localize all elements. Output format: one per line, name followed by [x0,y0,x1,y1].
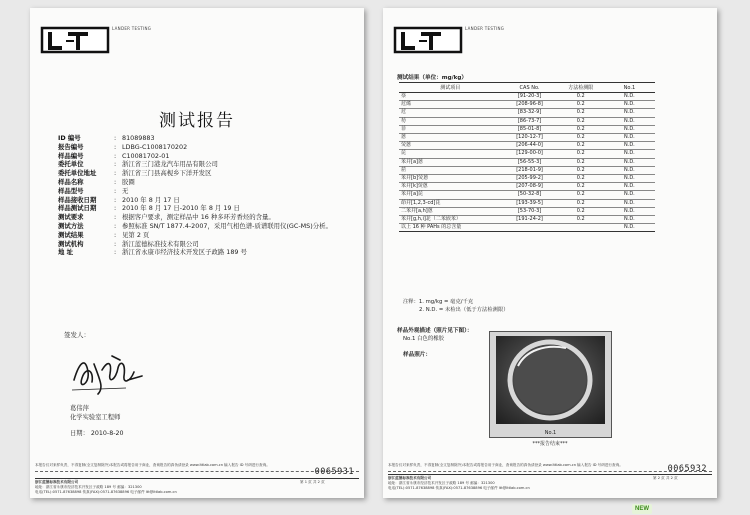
lt-logo-icon [393,26,463,54]
table-cell-result: N.D. [604,191,655,199]
table-cell-item: 苯并[b]荧蒽 [399,175,501,183]
info-value: 见第 2 页 [122,230,150,239]
info-row: 样品编号 : C10081702-01 [58,151,170,160]
info-label: 样品编号 [58,151,84,160]
table-row [399,191,655,199]
table-row [399,150,655,158]
info-row: 测试机构 : 浙江蓝德标准技术有限公司 [58,239,199,248]
info-value: C10081702-01 [122,151,170,160]
table-cell-cas: [205-99-2] [501,175,557,183]
table-cell-result: N.D. [604,175,655,183]
table-cell-item: 䓛 [399,166,501,174]
table-cell-item: 苯并[g,h,i]苝（二苯嵌苯） [399,216,501,224]
footer-divider [35,478,359,479]
table-cell-mdl: 0.2 [558,207,604,215]
info-row: 委托单位地址 : 浙江省三门县高枧乡下洋开发区 [58,169,212,178]
new-badge [632,504,652,514]
table-cell-mdl: 0.2 [558,117,604,125]
table-cell-result: N.D. [604,125,655,133]
info-label: 委托单位地址 [58,169,97,178]
footer-disclaimer: 本报告仅对来样负责，不得复制(全文复制除外)本报告或将报告用于商业，查询报告的真伪请登录 www.lttlab.com.cn 输入报告 ID 号码进行查询。 [35,463,270,467]
table-cell-cas: [91-20-3] [501,93,557,101]
info-value: 浙江省三门县高枧乡下洋开发区 [122,169,212,178]
brand-subtitle: LANDER TESTING [112,26,152,31]
table-cell-item: 苯并[k]荧蒽 [399,183,501,191]
info-value: 浙江省永康市经济技术开发区子政路 189 号 [122,248,247,257]
table-header-row [399,83,655,93]
report-title: 测试报告 [159,111,235,131]
table-cell-result: N.D. [604,183,655,191]
info-row: 测试结果 : 见第 2 页 [58,230,150,239]
table-row [399,175,655,183]
table-cell-result: N.D. [604,93,655,101]
table-cell-cas: [53-70-3] [501,207,557,215]
footer-divider [388,474,712,475]
table-cell-cas: [129-00-0] [501,150,557,158]
serial-number: 0065931 [314,467,354,477]
info-label: 样品名称 [58,177,84,186]
signer-name: 葛伟萍 [70,405,89,412]
table-cell-item: 芴 [399,117,501,125]
table-cell-cas: [206-44-0] [501,142,557,150]
table-cell-item: 以上 16 种 PAHs 的总含量 [399,224,501,232]
footer-disclaimer: 本报告仅对来样负责，不得复制(全文复制除外)本报告或将报告用于商业，查询报告的真伪请登录 www.lttlab.com.cn 输入报告 ID 号码进行查询。 [388,463,623,467]
handwritten-signature-icon [68,350,148,398]
rubber-ring-image [496,336,605,424]
table-cell-cas: [50-32-8] [501,191,557,199]
info-label: 测试机构 [58,239,84,248]
signer-info [70,404,120,422]
note: 2. N.D. = 未检出（低于方法检测限） [419,307,509,313]
table-row [399,183,655,191]
table-cell-cas: [191-24-2] [501,216,557,224]
table-row [399,224,655,232]
results-title: 测试结果（单位：mg/kg） [397,75,467,81]
table-cell-mdl: 0.2 [558,175,604,183]
table-cell-result: N.D. [604,101,655,109]
signer-label: 签发人： [64,331,90,339]
note: 注释：1. mg/kg = 毫克/千克 [403,299,474,305]
info-label: 测试方法 [58,221,84,230]
column-header: 方法检测限 [558,83,604,93]
footer-address: 地址：浙江省永康市经济技术开发区子政路 189 号 邮编：321300 [388,481,495,485]
table-cell-mdl: 0.2 [558,93,604,101]
table-cell-result: N.D. [604,216,655,224]
table-cell-mdl: 0.2 [558,134,604,142]
table-cell-item: 二苯并[a,h]蒽 [399,207,501,215]
column-header: CAS No. [501,83,557,93]
table-row [399,101,655,109]
info-row: 测试要求 : 根据客户要求，测定样品中 16 种多环芳香烃的含量。 [58,213,275,222]
results-table [399,82,655,232]
table-cell-item: 荧蒽 [399,142,501,150]
footer-address: 地址：浙江省永康市经济技术开发区子政路 189 号 邮编：321300 [35,485,142,489]
table-cell-item: 茚并[1,2,3-cd]芘 [399,199,501,207]
info-label: ID 编号 [58,134,81,142]
table-row [399,134,655,142]
table-cell-cas: [120-12-7] [501,134,557,142]
info-row: 样品接收日期 : 2010 年 8 月 17 日 [58,195,180,204]
table-row [399,158,655,166]
table-cell-item: 苊 [399,109,501,117]
new-badge-label: NEW [635,506,649,512]
brand-subtitle: LANDER TESTING [465,26,505,31]
table-cell-mdl [558,224,604,232]
notes [403,298,509,314]
table-row [399,166,655,174]
photo-label: 样品照片： [403,352,431,358]
report-info-list [58,134,358,257]
footer-contact: 电话(TEL):0571-87638898 传真(FAX):0571-87638896 电子邮件 ltt@lttlab.com.cn [35,490,177,494]
table-row [399,199,655,207]
report-page-1 [30,8,364,498]
lt-logo-icon [40,26,110,54]
table-cell-mdl: 0.2 [558,183,604,191]
info-label: 委托单位 [58,160,84,169]
info-label: 地 址 [58,248,74,257]
column-header: 测试项目 [399,83,501,93]
table-cell-item: 苯并[a]芘 [399,191,501,199]
table-cell-cas: [218-01-9] [501,166,557,174]
appearance-desc: No.1 白色的橡胶 [403,336,445,342]
info-value: 浙江省三门港龙汽车用品有限公司 [122,160,218,169]
table-cell-cas: [85-01-8] [501,125,557,133]
table-row [399,142,655,150]
info-value: 根据客户要求，测定样品中 16 种多环芳香烃的含量。 [122,213,275,222]
table-cell-mdl: 0.2 [558,125,604,133]
table-cell-result: N.D. [604,142,655,150]
table-cell-result: N.D. [604,166,655,174]
info-value: 81089883 [122,134,155,142]
photo-caption: No.1 [544,430,557,436]
table-cell-mdl: 0.2 [558,101,604,109]
info-label: 样品测试日期 [58,204,97,213]
report-end: ***报告结束*** [532,441,568,447]
table-row [399,207,655,215]
issue-date: 日期： 2010-8-20 [70,430,124,437]
footer-divider [35,471,359,472]
page-number: 第 2 页 共 2 页 [653,476,678,480]
table-row [399,93,655,101]
table-cell-mdl: 0.2 [558,158,604,166]
table-row [399,117,655,125]
info-row: ID 编号 : 81089883 [58,134,155,142]
table-cell-cas: [56-55-3] [501,158,557,166]
table-cell-item: 芘 [399,150,501,158]
table-cell-item: 苯并[a]蒽 [399,158,501,166]
info-value: 参照标准 SN/T 1877.4-2007，采用气相色谱-质谱联用仪(GC-MS)分析。 [122,221,332,230]
table-cell-cas: [208-96-8] [501,101,557,109]
footer-divider [388,471,712,472]
info-row: 地 址 : 浙江省永康市经济技术开发区子政路 189 号 [58,248,247,257]
table-row [399,125,655,133]
table-cell-result: N.D. [604,207,655,215]
column-header: No.1 [604,83,655,93]
footer-company: 浙江蓝德标准技术有限公司 [388,476,432,480]
appearance-title: 样品外观描述（照片见下图）： [397,328,473,334]
table-cell-result: N.D. [604,117,655,125]
info-label: 测试结果 [58,230,84,239]
table-cell-item: 苊烯 [399,101,501,109]
footer-company: 浙江蓝德标准技术有限公司 [35,480,79,484]
table-cell-mdl: 0.2 [558,142,604,150]
info-value: 胶圈 [122,177,135,186]
table-cell-result: N.D. [604,199,655,207]
info-label: 报告编号 [58,142,84,151]
info-label: 样品型号 [58,186,84,195]
info-value: 浙江蓝德标准技术有限公司 [122,239,199,248]
info-label: 样品接收日期 [58,195,97,204]
table-cell-result: N.D. [604,158,655,166]
info-row: 委托单位 : 浙江省三门港龙汽车用品有限公司 [58,160,218,169]
table-cell-mdl: 0.2 [558,166,604,174]
table-row [399,216,655,224]
table-cell-item: 菲 [399,125,501,133]
table-cell-cas: [83-32-9] [501,109,557,117]
table-cell-result: N.D. [604,150,655,158]
table-row [399,109,655,117]
table-cell-cas: [207-08-9] [501,183,557,191]
info-row: 样品型号 : 无 [58,186,129,195]
table-cell-mdl: 0.2 [558,109,604,117]
info-value: 无 [122,186,129,195]
page-number: 第 1 页 共 2 页 [300,480,325,484]
table-cell-result: N.D. [604,109,655,117]
info-row: 测试方法 : 参照标准 SN/T 1877.4-2007，采用气相色谱-质谱联用仪(GC-MS)分析。 [58,221,332,230]
table-cell-item: 蒽 [399,134,501,142]
table-cell-cas: [86-73-7] [501,117,557,125]
table-cell-result: N.D. [604,134,655,142]
serial-number: 0065932 [667,464,707,474]
info-value: 2010 年 8 月 17 日 [122,195,180,204]
table-cell-mdl: 0.2 [558,199,604,207]
info-row: 样品名称 : 胶圈 [58,177,135,186]
info-value: LDBG-C1008170202 [122,142,188,151]
table-cell-mdl: 0.2 [558,150,604,158]
footer-contact: 电话(TEL):0571-87638898 传真(FAX):0571-87638896 电子邮件 ltt@lttlab.com.cn [388,486,530,490]
results-body [399,93,655,232]
table-cell-cas: [193-39-5] [501,199,557,207]
info-value: 2010 年 8 月 17 日-2010 年 8 月 19 日 [122,204,240,213]
table-cell-mdl: 0.2 [558,216,604,224]
table-cell-mdl: 0.2 [558,191,604,199]
info-label: 测试要求 [58,213,84,222]
table-cell-cas [501,224,557,232]
table-cell-result: N.D. [604,224,655,232]
info-row: 样品测试日期 : 2010 年 8 月 17 日-2010 年 8 月 19 日 [58,204,240,213]
info-row: 报告编号 : LDBG-C1008170202 [58,142,188,151]
sample-photo [489,331,612,438]
report-page-2 [383,8,717,498]
signer-role: 化学实验室工程师 [70,414,121,421]
table-cell-item: 萘 [399,93,501,101]
